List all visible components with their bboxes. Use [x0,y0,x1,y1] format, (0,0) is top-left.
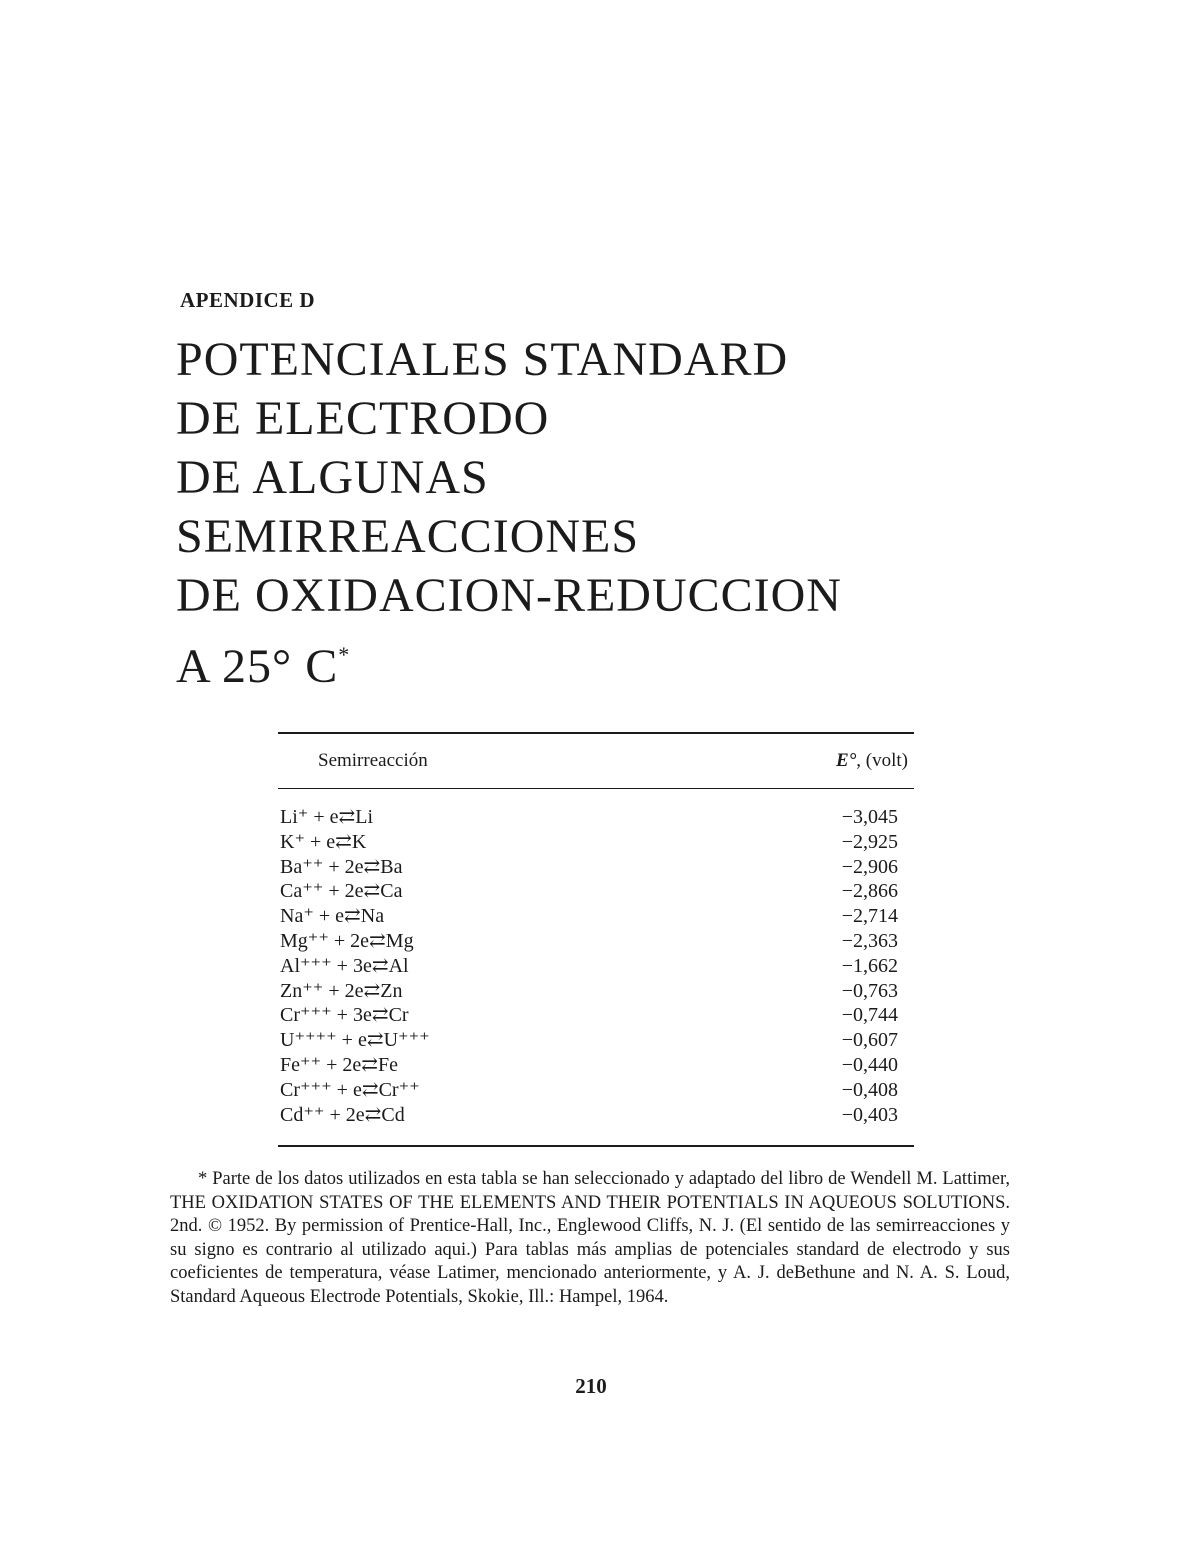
table-row [278,830,914,855]
half-reaction: Li⁺ + e⇄Li [280,806,374,828]
half-reaction: Cr⁺⁺⁺ + 3e⇄Cr [280,1004,409,1027]
table-row [278,1053,914,1078]
footnote-marker: * [338,642,351,667]
page-number: 210 [575,1374,607,1398]
title-line: DE ELECTRODO [176,392,550,445]
title-line: DE ALGUNAS [176,451,489,504]
potential-value: −0,403 [841,1103,898,1126]
title-temperature: A 25° C [176,640,339,693]
footnote [170,1168,1010,1309]
half-reaction: Mg⁺⁺ + 2e⇄Mg [280,929,414,952]
table-row [278,879,914,904]
title-line: SEMIRREACCIONES [176,510,640,563]
potential-value: −2,866 [841,880,898,903]
column-header-reaction: Semirreacción [318,750,428,771]
page-title [176,330,842,696]
title-line: POTENCIALES STANDARD [176,333,789,386]
table-bottom-rule [278,1145,914,1147]
appendix-label: APENDICE D [180,288,316,312]
half-reaction: Zn⁺⁺ + 2e⇄Zn [280,979,403,1002]
table-row [278,1003,914,1028]
potential-value: −2,363 [841,929,898,952]
column-header-potential [836,734,914,788]
table-row [278,855,914,880]
half-reaction: Cr⁺⁺⁺ + e⇄Cr⁺⁺ [280,1078,420,1101]
potential-symbol: E° [836,750,857,771]
table-row [278,954,914,979]
potential-value: −3,045 [841,806,898,828]
table-body [278,789,914,1127]
half-reaction: U⁺⁺⁺⁺ + e⇄U⁺⁺⁺ [280,1029,430,1052]
potential-value: −2,925 [841,830,898,853]
title-line: DE OXIDACION-REDUCCION [176,569,842,622]
potential-value: −2,714 [841,905,898,928]
half-reaction: Al⁺⁺⁺ + 3e⇄Al [280,954,409,977]
half-reaction: Na⁺ + e⇄Na [280,905,385,928]
potentials-table [278,732,914,1147]
half-reaction: Ba⁺⁺ + 2e⇄Ba [280,855,403,878]
table-row [278,1078,914,1103]
table-row [278,805,914,830]
half-reaction: Fe⁺⁺ + 2e⇄Fe [280,1053,399,1076]
potential-value: −0,408 [841,1078,898,1101]
table-row [278,1103,914,1128]
potential-value: −1,662 [841,954,898,977]
half-reaction: K⁺ + e⇄K [280,830,367,853]
potential-value: −0,440 [841,1053,898,1076]
potential-value: −0,763 [841,979,898,1002]
potential-unit: , (volt) [856,750,908,771]
table-row [278,929,914,954]
potential-value: −2,906 [841,855,898,878]
table-row [278,1028,914,1053]
half-reaction: Ca⁺⁺ + 2e⇄Ca [280,880,403,903]
half-reaction: Cd⁺⁺ + 2e⇄Cd [280,1103,405,1126]
title-line [176,625,842,696]
table-row [278,904,914,929]
table-header-row [278,734,914,788]
potential-value: −0,744 [841,1004,898,1027]
footnote-text: * Parte de los datos utilizados en esta tabla se han seleccionado y adaptado del libro de Wendell M. Lattimer, THE OXIDATION STATES OF THE ELEMENTS AND THEIR POTENTIALS IN AQUEOUS SOLUTIONS. 2nd. © 1952. By permission of Prentice-Hall, Inc., Englewood Cliffs, N. J. (El sentido de las semirreacciones y su signo es contrario al utilizado aqui.) Para tablas más amplias de potenciales standard de electrodo y sus coeficientes de temperatura, véase Latimer, mencionado anteriormente, y A. J. deBethune and N. A. S. Loud, Standard Aqueous Electrode Potentials, Skokie, Ill.: Hampel, 1964. [170,1169,1010,1307]
table-row [278,979,914,1004]
potential-value: −0,607 [841,1029,898,1052]
